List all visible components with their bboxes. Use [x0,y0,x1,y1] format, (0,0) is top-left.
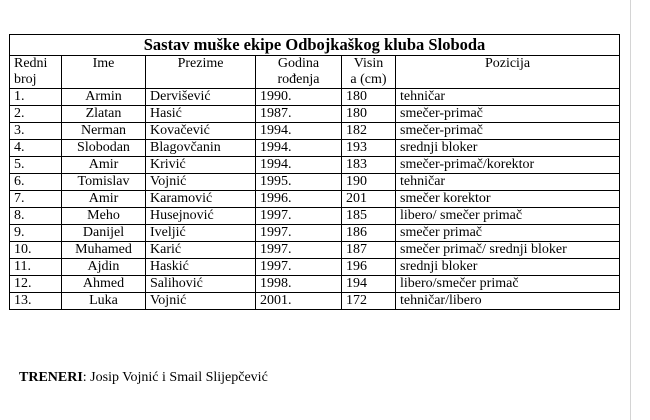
cell-ime: Ahmed [62,276,146,293]
page-edge [630,0,631,420]
cell-ime: Zlatan [62,106,146,123]
cell-visina: 183 [342,157,396,174]
cell-pozicija: libero/smečer primač [396,276,620,293]
cell-redni-broj: 1. [10,89,62,106]
cell-prezime: Salihović [146,276,256,293]
cell-prezime: Vojnić [146,293,256,310]
cell-redni-broj: 7. [10,191,62,208]
cell-prezime: Blagovčanin [146,140,256,157]
cell-prezime: Haskić [146,259,256,276]
cell-visina: 196 [342,259,396,276]
cell-visina: 194 [342,276,396,293]
cell-godina: 2001. [256,293,342,310]
cell-godina: 1990. [256,89,342,106]
cell-godina: 1994. [256,123,342,140]
cell-ime: Armin [62,89,146,106]
cell-ime: Tomislav [62,174,146,191]
cell-redni-broj: 3. [10,123,62,140]
cell-visina: 187 [342,242,396,259]
table-row [10,225,620,242]
cell-visina: 201 [342,191,396,208]
cell-prezime: Kovačević [146,123,256,140]
cell-redni-broj: 8. [10,208,62,225]
cell-godina: 1995. [256,174,342,191]
table-row [10,276,620,293]
cell-prezime: Iveljić [146,225,256,242]
cell-visina: 186 [342,225,396,242]
cell-ime: Amir [62,157,146,174]
roster-table [9,34,620,310]
cell-visina: 190 [342,174,396,191]
cell-pozicija: smečer-primač [396,123,620,140]
document-body [9,34,619,310]
cell-pozicija: tehničar [396,89,620,106]
table-row [10,89,620,106]
cell-visina: 185 [342,208,396,225]
table-row [10,123,620,140]
cell-godina: 1987. [256,106,342,123]
cell-redni-broj: 4. [10,140,62,157]
cell-pozicija: srednji bloker [396,140,620,157]
cell-visina: 193 [342,140,396,157]
cell-prezime: Karamović [146,191,256,208]
cell-visina: 180 [342,106,396,123]
cell-prezime: Hasić [146,106,256,123]
header-prezime: Prezime [146,56,256,89]
header-redni-broj: Redni broj [10,56,62,89]
cell-godina: 1994. [256,157,342,174]
table-title-row [10,35,620,56]
table-row [10,208,620,225]
cell-ime: Slobodan [62,140,146,157]
trainers-label: TRENERI [19,370,83,385]
trainers-line [19,370,268,386]
header-pozicija: Pozicija [396,56,620,89]
cell-pozicija: srednji bloker [396,259,620,276]
cell-pozicija: tehničar/libero [396,293,620,310]
cell-godina: 1997. [256,259,342,276]
cell-pozicija: smečer-primač/korektor [396,157,620,174]
cell-redni-broj: 10. [10,242,62,259]
header-ime: Ime [62,56,146,89]
cell-pozicija: smečer primač [396,225,620,242]
cell-redni-broj: 11. [10,259,62,276]
table-row [10,157,620,174]
cell-godina: 1997. [256,242,342,259]
header-visina: Visin a (cm) [342,56,396,89]
cell-prezime: Dervišević [146,89,256,106]
cell-prezime: Krivić [146,157,256,174]
cell-redni-broj: 2. [10,106,62,123]
cell-ime: Muhamed [62,242,146,259]
trainers-names: : Josip Vojnić i Smail Slijepčević [82,370,268,385]
cell-pozicija: tehničar [396,174,620,191]
cell-prezime: Vojnić [146,174,256,191]
cell-visina: 172 [342,293,396,310]
cell-redni-broj: 9. [10,225,62,242]
cell-godina: 1998. [256,276,342,293]
cell-visina: 182 [342,123,396,140]
header-godina-rodjenja: Godina rođenja [256,56,342,89]
table-row [10,174,620,191]
cell-godina: 1994. [256,140,342,157]
table-row [10,242,620,259]
cell-ime: Luka [62,293,146,310]
cell-ime: Nerman [62,123,146,140]
cell-pozicija: libero/ smečer primač [396,208,620,225]
cell-ime: Meho [62,208,146,225]
cell-prezime: Karić [146,242,256,259]
cell-ime: Danijel [62,225,146,242]
table-row [10,293,620,310]
header-row [10,56,620,89]
cell-godina: 1997. [256,225,342,242]
table-row [10,140,620,157]
cell-redni-broj: 13. [10,293,62,310]
cell-pozicija: smečer korektor [396,191,620,208]
cell-godina: 1996. [256,191,342,208]
table-row [10,191,620,208]
cell-godina: 1997. [256,208,342,225]
cell-visina: 180 [342,89,396,106]
cell-ime: Ajdin [62,259,146,276]
cell-redni-broj: 6. [10,174,62,191]
table-row [10,259,620,276]
table-title: Sastav muške ekipe Odbojkaškog kluba Sloboda [10,35,620,56]
cell-redni-broj: 12. [10,276,62,293]
cell-prezime: Husejnović [146,208,256,225]
cell-ime: Amir [62,191,146,208]
table-row [10,106,620,123]
cell-pozicija: smečer-primač [396,106,620,123]
cell-pozicija: smečer primač/ srednji bloker [396,242,620,259]
cell-redni-broj: 5. [10,157,62,174]
